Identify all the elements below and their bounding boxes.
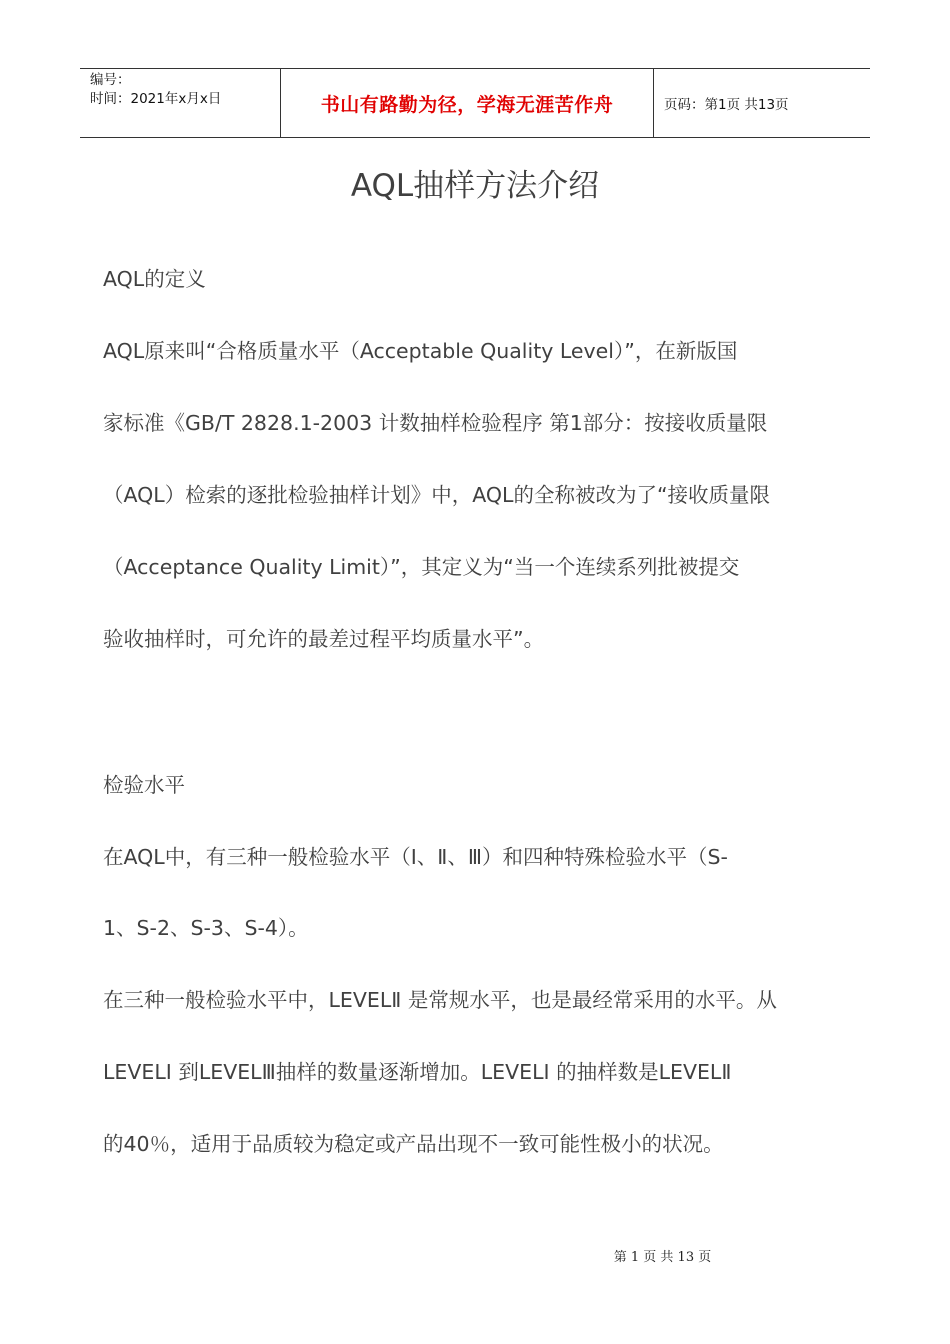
page-footer: 第 1 页 共 13 页 xyxy=(613,1250,712,1265)
document-number: 编号： xyxy=(90,72,131,88)
document-title: AQL抽样方法介绍 xyxy=(350,168,600,204)
paragraph-line: 1、S-2、S-3、S-4）。 xyxy=(103,916,309,940)
paragraph-line: 家标准《GB/T 2828.1-2003 计数抽样检验程序 第1部分：按接收质量限 xyxy=(103,411,768,435)
section-heading-definition: AQL的定义 xyxy=(103,267,206,291)
paragraph-line: （AQL）检索的逐批检验抽样计划》中，AQL的全称被改为了“接收质量限 xyxy=(103,483,771,507)
header-page-info: 页码：第1页 共13页 xyxy=(664,97,789,113)
paragraph-line: （Acceptance Quality Limit）”，其定义为“当一个连续系列批被提交 xyxy=(103,555,740,579)
paragraph-line: 的40％，适用于品质较为稳定或产品出现不一致可能性极小的状况。 xyxy=(103,1132,724,1156)
header-motto: 书山有路勤为径，学海无涯苦作舟 xyxy=(320,93,614,116)
paragraph-line: LEVELⅠ 到LEVELⅢ抽样的数量逐渐增加。LEVELⅠ 的抽样数是LEVELⅡ xyxy=(103,1060,732,1084)
paragraph-line: 验收抽样时，可允许的最差过程平均质量水平”。 xyxy=(103,627,545,651)
section-heading-inspection-level: 检验水平 xyxy=(103,773,185,797)
document-date: 时间：2021年x月x日 xyxy=(90,91,222,107)
paragraph-line: 在三种一般检验水平中，LEVELⅡ 是常规水平，也是最经常采用的水平。从 xyxy=(103,988,777,1012)
paragraph-line: AQL原来叫“合格质量水平（Acceptable Quality Level）”，在新版国 xyxy=(103,339,738,363)
header-meta xyxy=(80,69,281,137)
header-motto-cell xyxy=(281,69,654,137)
paragraph-line: 在AQL中，有三种一般检验水平（Ⅰ、Ⅱ、Ⅲ）和四种特殊检验水平（S- xyxy=(103,845,728,869)
page-header xyxy=(80,68,870,138)
